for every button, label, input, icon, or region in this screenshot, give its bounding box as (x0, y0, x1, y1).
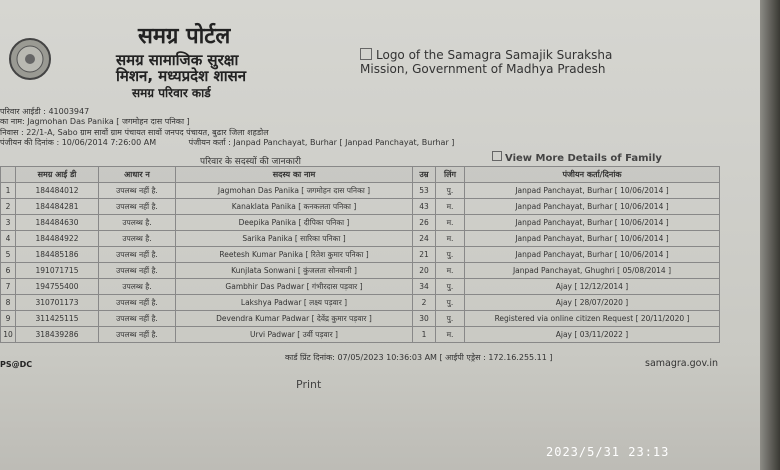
table-row (1, 279, 720, 295)
row-samagra-id: 191071715 (16, 263, 99, 279)
row-aadhaar: उपलब्ध है. (99, 215, 176, 231)
row-samagra-id: 184484922 (16, 231, 99, 247)
row-sn: 4 (1, 231, 16, 247)
row-age: 53 (413, 183, 436, 199)
psdc-logo: PS@DC (0, 360, 33, 369)
row-aadhaar: उपलब्ध नहीं है. (99, 263, 176, 279)
print-date-line: कार्ड प्रिंट दिनांक: 07/05/2023 10:36:03 AM [ आईपी एड्रेस : 172.16.255.11 ] (285, 353, 553, 362)
print-button[interactable]: Print (296, 378, 322, 391)
row-gender: पु. (436, 311, 465, 327)
table-row (1, 327, 720, 343)
row-aadhaar: उपलब्ध नहीं है. (99, 247, 176, 263)
row-member-name: Lakshya Padwar [ लक्ष्य पड़वार ] (176, 295, 413, 311)
row-registration: Janpad Panchayat, Burhar [ 10/06/2014 ] (465, 183, 720, 199)
row-aadhaar: उपलब्ध नहीं है. (99, 327, 176, 343)
row-samagra-id: 184484281 (16, 199, 99, 215)
row-sn: 6 (1, 263, 16, 279)
row-age: 26 (413, 215, 436, 231)
mission-line-2: मिशन, मध्यप्रदेश शासन (116, 67, 247, 85)
row-registration: Ajay [ 28/07/2020 ] (465, 295, 720, 311)
row-gender: म. (436, 263, 465, 279)
row-aadhaar: उपलब्ध है. (99, 279, 176, 295)
row-gender: म. (436, 199, 465, 215)
row-gender: म. (436, 231, 465, 247)
row-samagra-id: 184484630 (16, 215, 99, 231)
row-samagra-id: 318439286 (16, 327, 99, 343)
row-samagra-id: 311425115 (16, 311, 99, 327)
table-row (1, 183, 720, 199)
row-gender: म. (436, 215, 465, 231)
row-member-name: Jagmohan Das Panika [ जगमोहन दास पनिका ] (176, 183, 413, 199)
row-samagra-id: 310701173 (16, 295, 99, 311)
row-age: 43 (413, 199, 436, 215)
table-header-row (1, 167, 720, 183)
row-sn: 9 (1, 311, 16, 327)
logo-alt-line-1: Logo of the Samagra Samajik Suraksha (376, 48, 613, 62)
row-age: 1 (413, 327, 436, 343)
mp-emblem-icon (4, 37, 56, 81)
row-aadhaar: उपलब्ध नहीं है. (99, 295, 176, 311)
table-row (1, 247, 720, 263)
logo-alt-text (360, 48, 612, 76)
registration-line (0, 137, 454, 148)
registrar: पंजीयन कर्ता : Janpad Panchayat, Burhar [ Janpad Panchayat, Burhar ] (188, 138, 455, 147)
head-name: का नाम: Jagmohan Das Panika [ जगमोहन दास पनिका ] (0, 117, 190, 126)
row-aadhaar: उपलब्ध नहीं है. (99, 199, 176, 215)
background-edge (760, 0, 780, 470)
table-row (1, 311, 720, 327)
row-member-name: Deepika Panika [ दीपिका पनिका ] (176, 215, 413, 231)
table-row (1, 231, 720, 247)
broken-image-icon (492, 151, 502, 161)
row-sn: 8 (1, 295, 16, 311)
row-age: 21 (413, 247, 436, 263)
row-sn: 10 (1, 327, 16, 343)
row-sn: 5 (1, 247, 16, 263)
row-age: 24 (413, 231, 436, 247)
row-aadhaar: उपलब्ध नहीं है. (99, 183, 176, 199)
row-samagra-id: 184485186 (16, 247, 99, 263)
row-age: 30 (413, 311, 436, 327)
photo-timestamp: 2023/5/31 23:13 (546, 445, 670, 459)
row-gender: पु. (436, 295, 465, 311)
view-more-details-link[interactable] (492, 151, 662, 164)
row-registration: Registered via online citizen Request [ 20/11/2020 ] (465, 311, 720, 327)
col-sn (1, 167, 16, 183)
row-samagra-id: 194755400 (16, 279, 99, 295)
col-samagra-id: समग्र आई डी (16, 167, 99, 183)
col-age: उम्र (413, 167, 436, 183)
row-registration: Ajay [ 03/11/2022 ] (465, 327, 720, 343)
address: निवास : 22/1-A, Sabo ग्राम सावों ग्राम पंचायत सावों जनपद पंचायत, बुढार जिला शहडोल (0, 128, 269, 137)
row-gender: म. (436, 327, 465, 343)
logo-alt-line-2: Mission, Government of Madhya Pradesh (360, 62, 606, 76)
table-row (1, 215, 720, 231)
row-age: 2 (413, 295, 436, 311)
row-aadhaar: उपलब्ध है. (99, 231, 176, 247)
row-member-name: Sarika Panika [ सारिका पनिका ] (176, 231, 413, 247)
col-registration: पंजीयन कर्ता/दिनांक (465, 167, 720, 183)
row-sn: 7 (1, 279, 16, 295)
table-row (1, 199, 720, 215)
col-gender: लिंग (436, 167, 465, 183)
row-sn: 3 (1, 215, 16, 231)
row-aadhaar: उपलब्ध नहीं है. (99, 311, 176, 327)
row-registration: Janpad Panchayat, Ghughri [ 05/08/2014 ] (465, 263, 720, 279)
row-member-name: Devendra Kumar Padwar [ देवेंद्र कुमार पड़वार ] (176, 311, 413, 327)
section-title: परिवार के सदस्यों की जानकारी (200, 157, 301, 167)
members-table (0, 166, 720, 343)
row-gender: पु. (436, 279, 465, 295)
row-member-name: Reetesh Kumar Panika [ रितेश कुमार पनिका ] (176, 247, 413, 263)
row-registration: Janpad Panchayat, Burhar [ 10/06/2014 ] (465, 215, 720, 231)
portal-title: समग्र पोर्टल (138, 24, 231, 49)
row-member-name: Kanaklata Panika [ कनकलता पनिका ] (176, 199, 413, 215)
row-gender: पु. (436, 183, 465, 199)
card-title: समग्र परिवार कार्ड (132, 86, 211, 100)
col-member-name: सदस्य का नाम (176, 167, 413, 183)
row-age: 34 (413, 279, 436, 295)
row-registration: Ajay [ 12/12/2014 ] (465, 279, 720, 295)
row-sn: 2 (1, 199, 16, 215)
website: samagra.gov.in (645, 358, 719, 369)
row-gender: पु. (436, 247, 465, 263)
row-sn: 1 (1, 183, 16, 199)
row-registration: Janpad Panchayat, Burhar [ 10/06/2014 ] (465, 231, 720, 247)
col-aadhaar: आधार न (99, 167, 176, 183)
broken-image-icon (360, 48, 372, 60)
row-registration: Janpad Panchayat, Burhar [ 10/06/2014 ] (465, 247, 720, 263)
family-id: परिवार आईडी : 41003947 (0, 107, 90, 116)
row-registration: Janpad Panchayat, Burhar [ 10/06/2014 ] (465, 199, 720, 215)
row-member-name: Urvi Padwar [ उर्वी पड़वार ] (176, 327, 413, 343)
registration-date: पंजीयन की दिनांक : 10/06/2014 7:26:00 AM (0, 138, 157, 147)
table-row (1, 263, 720, 279)
view-more-label: View More Details of Family (505, 153, 662, 164)
row-age: 20 (413, 263, 436, 279)
row-member-name: Gambhir Das Padwar [ गंभीरदास पड़वार ] (176, 279, 413, 295)
row-member-name: Kunjlata Sonwani [ कुंजलता सोनवानी ] (176, 263, 413, 279)
row-samagra-id: 184484012 (16, 183, 99, 199)
mission-line-1: समग्र सामाजिक सुरक्षा (116, 51, 239, 69)
table-row (1, 295, 720, 311)
